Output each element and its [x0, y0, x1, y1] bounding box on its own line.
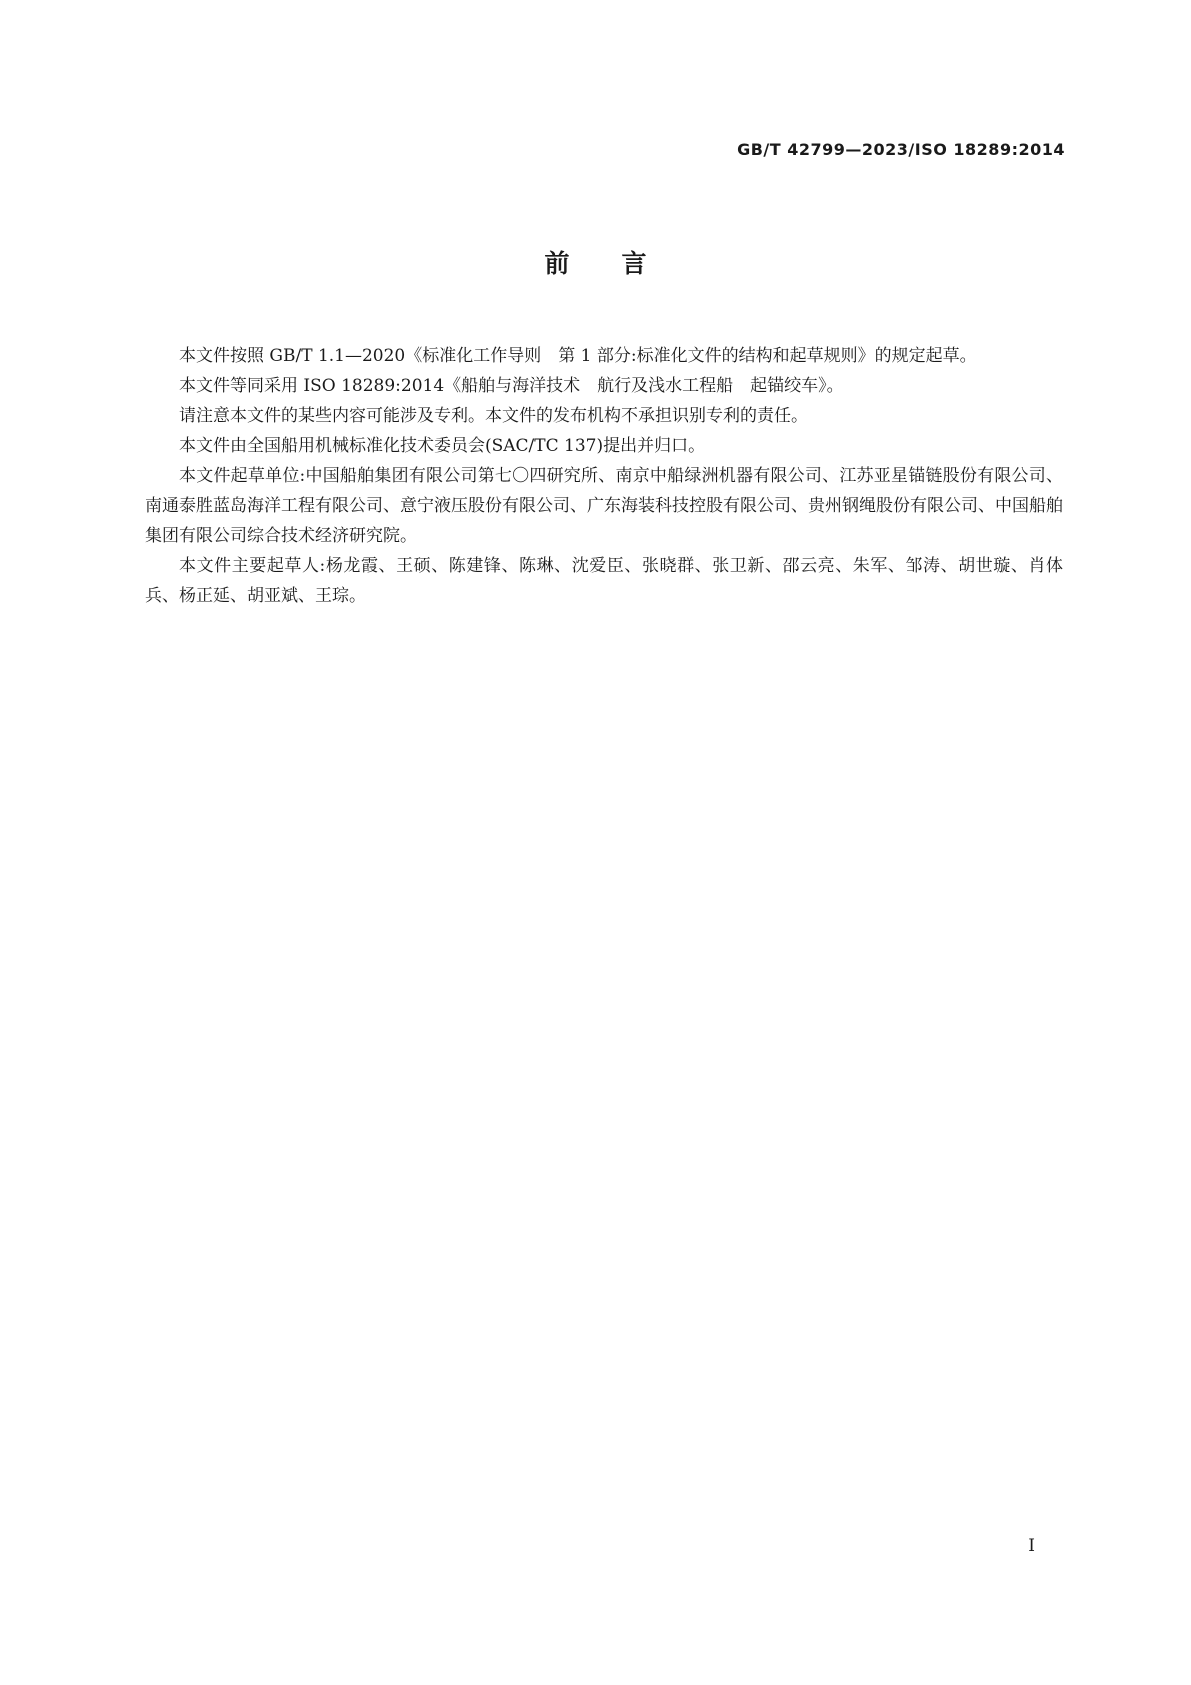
paragraph-patent-notice: 请注意本文件的某些内容可能涉及专利。本文件的发布机构不承担识别专利的责任。	[179, 406, 808, 426]
page-number: I	[1028, 1536, 1035, 1556]
paragraph-drafters: 本文件主要起草人:杨龙霞、王硕、陈建锋、陈琳、沈爱臣、张晓群、张卫新、邵云亮、朱军、邹涛、胡世璇、肖体兵、杨正延、胡亚斌、王琮。	[145, 556, 1063, 606]
paragraph-drafting-units: 本文件起草单位:中国船舶集团有限公司第七〇四研究所、南京中船绿洲机器有限公司、江苏亚星锚链股份有限公司、南通泰胜蓝岛海洋工程有限公司、意宁液压股份有限公司、广东海装科技控股有限公司、贵州钢绳股份有限公司、中国船舶集团有限公司综合技术经济研究院。	[145, 466, 1063, 546]
paragraph-drafting-rules: 本文件按照 GB/T 1.1—2020《标准化工作导则 第 1 部分:标准化文件的结构和起草规则》的规定起草。	[179, 346, 977, 366]
paragraph-adoption: 本文件等同采用 ISO 18289:2014《船舶与海洋技术 航行及浅水工程船 起锚绞车》。	[179, 376, 844, 396]
paragraph-committee: 本文件由全国船用机械标准化技术委员会(SAC/TC 137)提出并归口。	[179, 436, 706, 456]
preface-body	[145, 341, 1063, 611]
standard-number: GB/T 42799—2023/ISO 18289:2014	[737, 140, 1065, 159]
page-title: 前言	[544, 249, 699, 278]
